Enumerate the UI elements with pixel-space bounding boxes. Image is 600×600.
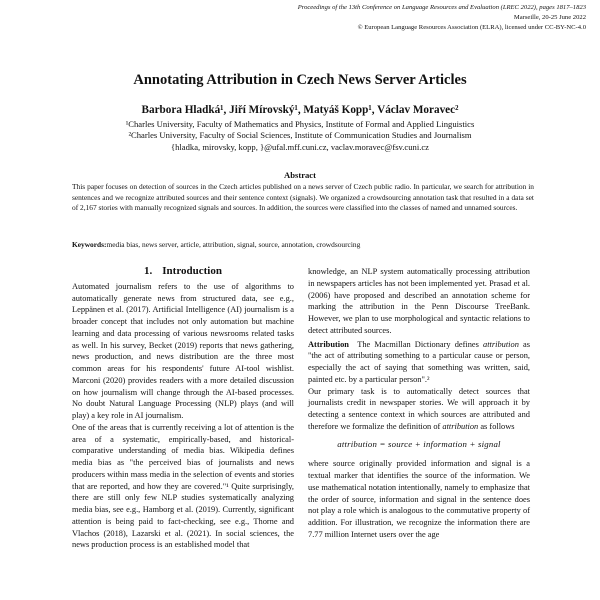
keywords-label: Keywords: (72, 240, 107, 249)
intro-paragraph-2: One of the areas that is currently receiving a lot of attention is the area of a systematic, empirically-based, and historical-comparative understanding of media bias. Wikipedia defines media bias as "the perceived bias of journalists and news producers within mass media in the selection of events and stories that are reported, and how they are covered."¹ Quite surprisingly, there are still only few NLP studies systematically analyzing media bias, see e.g., Hamborg et al. (2019). Currently, significant attention is being paid to fact-checking, see e.g., Thorne and Vlachos (2018), Lazarski et al. (2021). In social sciences, the news production process is an established model that (72, 422, 294, 550)
right-column (308, 266, 530, 541)
proceedings-line: Proceedings of the 13th Conference on Language Resources and Evaluation (LREC 2022), pages 1817–1823 (297, 4, 586, 11)
venue-line: Marseille, 20-25 June 2022 (513, 14, 586, 21)
intro-paragraph-1: Automated journalism refers to the use of algorithms to automatically generate news from structured data, see e.g., Leppänen et al. (2017). Artificial Intelligence (AI) journalism is a broader concept that includes not only automation but machine learning and data processing of various newsrooms related tasks as well. In his survey, Becket (2019) reports that news gathering, news production, and news distribution are the three most common areas for his respondents' future AI-tool wishlist. Marconi (2020) provides readers with a more detailed discussion on how journalism will change through the AI-based processes. No doubt Natural Language Processing (NLP) plays (and will play) a key role in AI journalism. (72, 281, 294, 420)
attribution-formula: attribution = source + information + signal (337, 438, 501, 449)
affiliation-1: ¹Charles University, Faculty of Mathematics and Physics, Institute of Formal and Applied Linguistics (125, 119, 475, 129)
task-text-a: Our primary task is to automatically detect sources that journalists credit in newspaper stories. We will approach it by detecting a sentence context in which sources are attributed and therefore we formalize the definition of (308, 386, 530, 431)
abstract-heading: Abstract (284, 170, 316, 180)
keywords (72, 240, 534, 250)
section-title: Introduction (162, 265, 222, 277)
task-paragraph (308, 386, 530, 433)
affiliations (0, 119, 600, 153)
author-emails: {hladka, mirovsky, kopp, }@ufal.mff.cuni.cz, vaclav.moravec@fsv.cuni.cz (170, 141, 429, 152)
keywords-text: media bias, news server, article, attribution, signal, source, annotation, crowdsourcing (106, 240, 361, 249)
section-number: 1. (144, 265, 153, 277)
proceedings-header (298, 3, 586, 33)
author-list: Barbora Hladká¹, Jiří Mírovský¹, Matyáš Kopp¹, Václav Moravec² (141, 104, 459, 116)
attribution-paragraph (308, 339, 530, 386)
task-text-b: as follows (478, 421, 515, 431)
attribution-text-b: as "the act of attributing something to a particular cause or person, especially the act of saying that something was written, said, painted etc. by a particular person".² (308, 339, 530, 384)
section-heading-introduction (72, 266, 294, 278)
license-line: © European Language Resources Association (ELRA), licensed under CC-BY-NC-4.0 (357, 24, 586, 31)
attribution-run-in-heading: Attribution (308, 339, 349, 349)
abstract-text: This paper focuses on detection of sources in the Czech articles published on a news server of Czech public radio. In particular, we search for attribution in sentences and we recognize attributed sources and their sentence context (signals). We organized a crowdsourcing annotation task that resulted in a data set of 2,167 stories with manually recognized signals and sources. In addition, the sources were classified into the classes of named and unnamed sources. (72, 182, 534, 212)
attribution-term: attribution (483, 339, 519, 349)
right-paragraph-1: knowledge, an NLP system automatically processing attribution in newspapers articles has not been implemented yet. Prasad et al. (2006) have proposed and described an annotation scheme for marking the attribution in the Penn Discourse TreeBank. However, we plan to use morphological and syntactic relations to detect attributed sources. (308, 267, 530, 335)
left-column (72, 266, 294, 551)
paper-title: Annotating Attribution in Czech News Server Articles (133, 72, 467, 88)
affiliation-2: ²Charles University, Faculty of Social Sciences, Institute of Communication Studies and Journalism (128, 130, 472, 141)
definition-paragraph: where source originally provided information and signal is a textual marker that identifies the source of the information. We use mathematical notation intentionally, namely to emphasize that the order of source, information and signal in the sentence does not play a role which is analogous to the commutative property of addition. For illustration, we recognize the information there are 7.77 million Internet users over the age (308, 459, 530, 539)
task-term: attribution (442, 421, 479, 431)
attribution-text-a: The Macmillan Dictionary defines (357, 339, 484, 349)
